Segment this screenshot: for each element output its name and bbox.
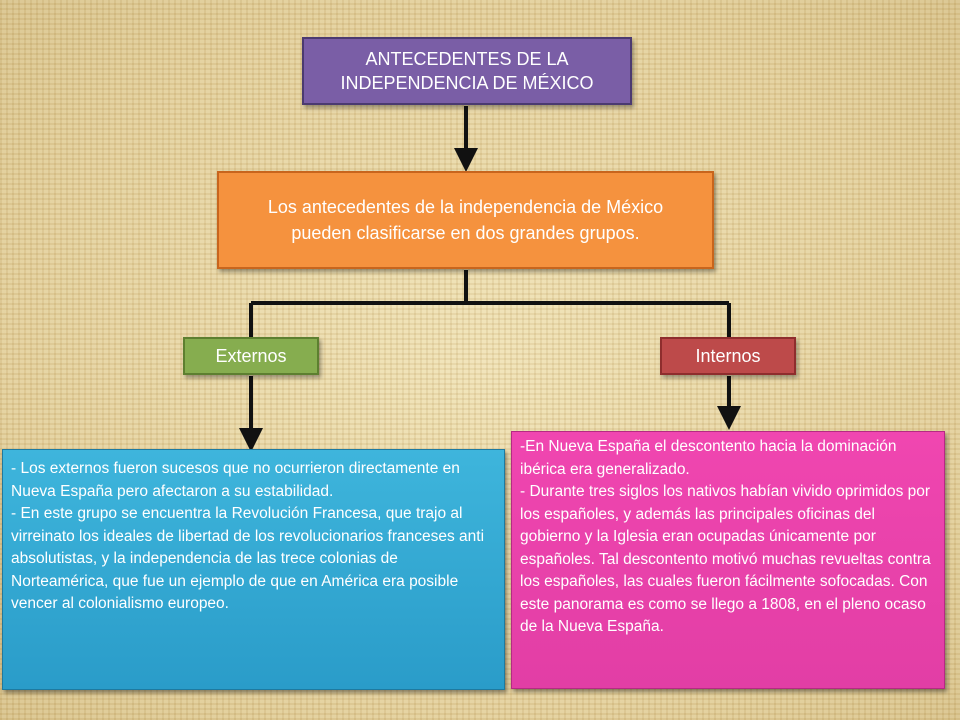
externos-description bbox=[2, 449, 505, 690]
externos-label: Externos bbox=[215, 345, 287, 366]
internos-description bbox=[511, 431, 945, 689]
title-text: ANTECEDENTES DE LA INDEPENDENCIA DE MÉXICO bbox=[340, 49, 594, 93]
externos-point: - En este grupo se encuentra la Revolución Francesa, que trajo al virreinato los ideales de libertad de los revolucionarios franceses anti absolutistas, y la independencia de las trece colonias de Norteamérica, que fue un ejemplo de que en América era posible vencer al colonialismo europeo. bbox=[11, 505, 485, 612]
internos-label: Internos bbox=[695, 345, 761, 366]
externos-node bbox=[183, 337, 319, 375]
intro-node bbox=[217, 171, 714, 269]
externos-point: - Los externos fueron sucesos que no ocurrieron directamente en Nueva España pero afectaron a su estabilidad. bbox=[11, 460, 460, 500]
internos-point: -En Nueva España el descontento hacia la dominación ibérica era generalizado. bbox=[520, 438, 897, 478]
intro-text: Los antecedentes de la independencia de México pueden clasificarse en dos grandes grupos. bbox=[267, 197, 664, 243]
internos-point: - Durante tres siglos los nativos habían vivido oprimidos por los españoles, y además las principales oficinas del gobierno y la Iglesia eran ocupadas únicamente por españoles. Tal descontento motivó muchas revueltas contra los españoles, las cuales fueron fácilmente sofocadas. Con este panorama es como se llego a 1808, en el pleno ocaso de la Nueva España. bbox=[520, 483, 931, 635]
title-node bbox=[302, 37, 632, 105]
internos-node bbox=[660, 337, 796, 375]
